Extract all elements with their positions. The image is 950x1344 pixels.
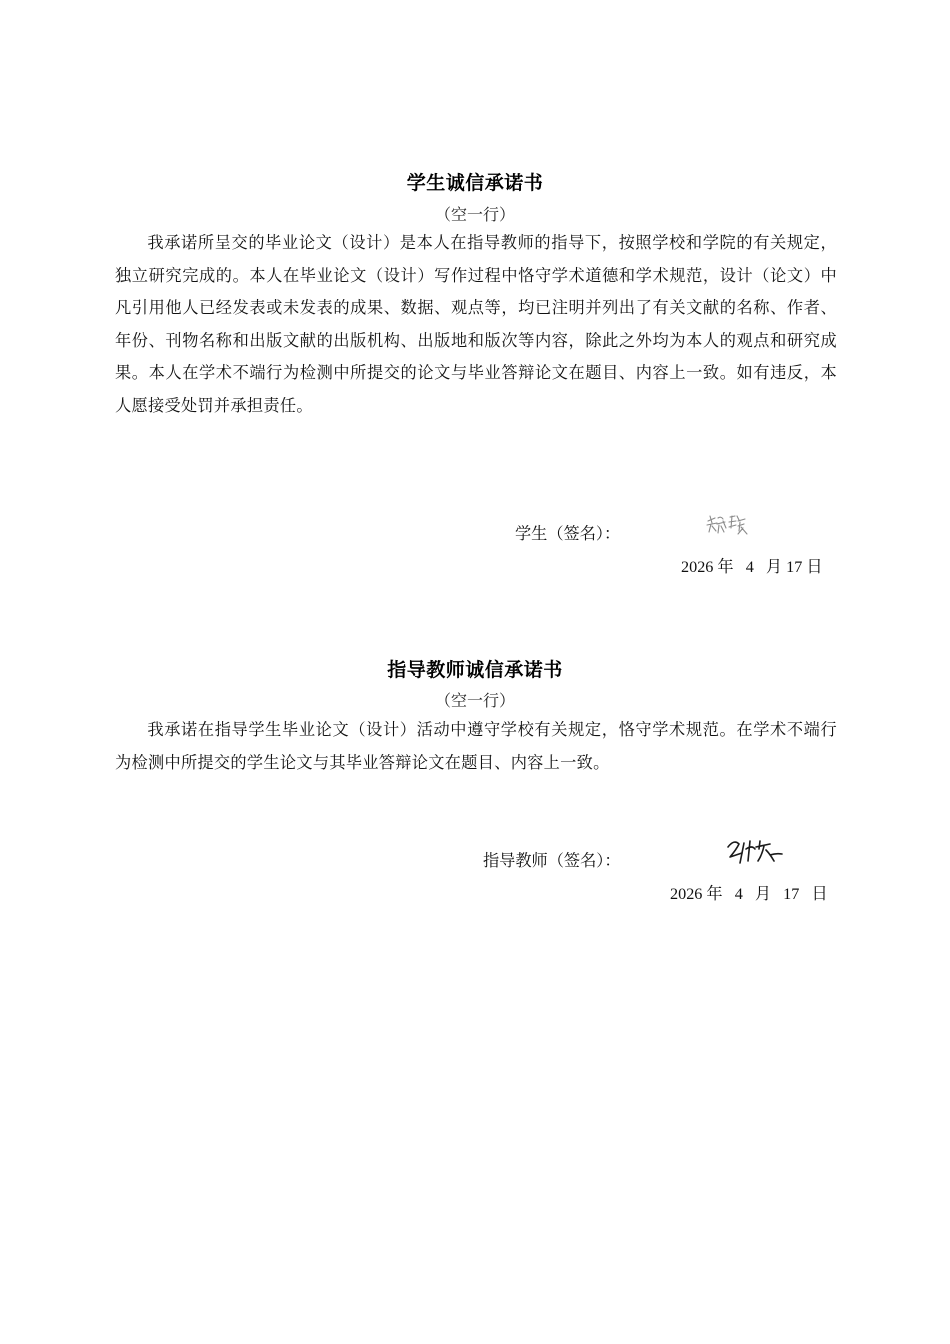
advisor-handwritten-signature	[724, 835, 786, 871]
student-date-day-unit: 日	[806, 558, 823, 576]
advisor-date-month-unit: 月	[754, 885, 772, 903]
student-date-year: 2026	[681, 558, 714, 576]
student-pledge-title: 学生诚信承诺书	[406, 172, 544, 194]
student-date-month: 4	[745, 558, 754, 576]
advisor-pledge-title: 指导教师诚信承诺书	[387, 659, 563, 681]
advisor-pledge-body: 我承诺在指导学生毕业论文（设计）活动中遵守学校有关规定，恪守学术规范。在学术不端行为检测中所提交的学生论文与其毕业答辩论文在题目、内容上一致。	[115, 720, 837, 772]
advisor-blank-line-note: （空一行）	[434, 691, 515, 710]
student-date-year-unit: 年	[717, 558, 734, 576]
student-sign-label: 学生（签名）：	[515, 524, 621, 543]
student-handwritten-signature	[705, 512, 753, 546]
student-pledge-body: 我承诺所呈交的毕业论文（设计）是本人在指导教师的指导下，按照学校和学院的有关规定，独立研究完成的。本人在毕业论文（设计）写作过程中恪守学术道德和学术规范，设计（论文）中凡引用他人已经发表或未发表的成果、数据、观点等，均已注明并列出了有关文献的名称、作者、年份、刊物名称和出版文献的出版机构、出版地和版次等内容，除此之外均为本人的观点和研究成果。本人在学术不端行为检测中所提交的论文与毕业答辩论文在题目、内容上一致。如有违反，本人愿接受处罚并承担责任。	[115, 233, 837, 415]
advisor-date-year-unit: 年	[706, 885, 723, 903]
student-date	[681, 553, 823, 577]
advisor-date-day: 17	[783, 885, 800, 903]
advisor-date-month: 4	[734, 885, 743, 903]
advisor-date-day-unit: 日	[811, 885, 828, 903]
advisor-date-year: 2026	[670, 885, 703, 903]
student-date-day: 17	[786, 558, 803, 576]
advisor-date	[670, 880, 828, 904]
student-blank-line-note: （空一行）	[434, 205, 515, 224]
advisor-sign-label: 指导教师（签名）：	[483, 851, 621, 870]
student-date-month-unit: 月	[765, 558, 783, 576]
